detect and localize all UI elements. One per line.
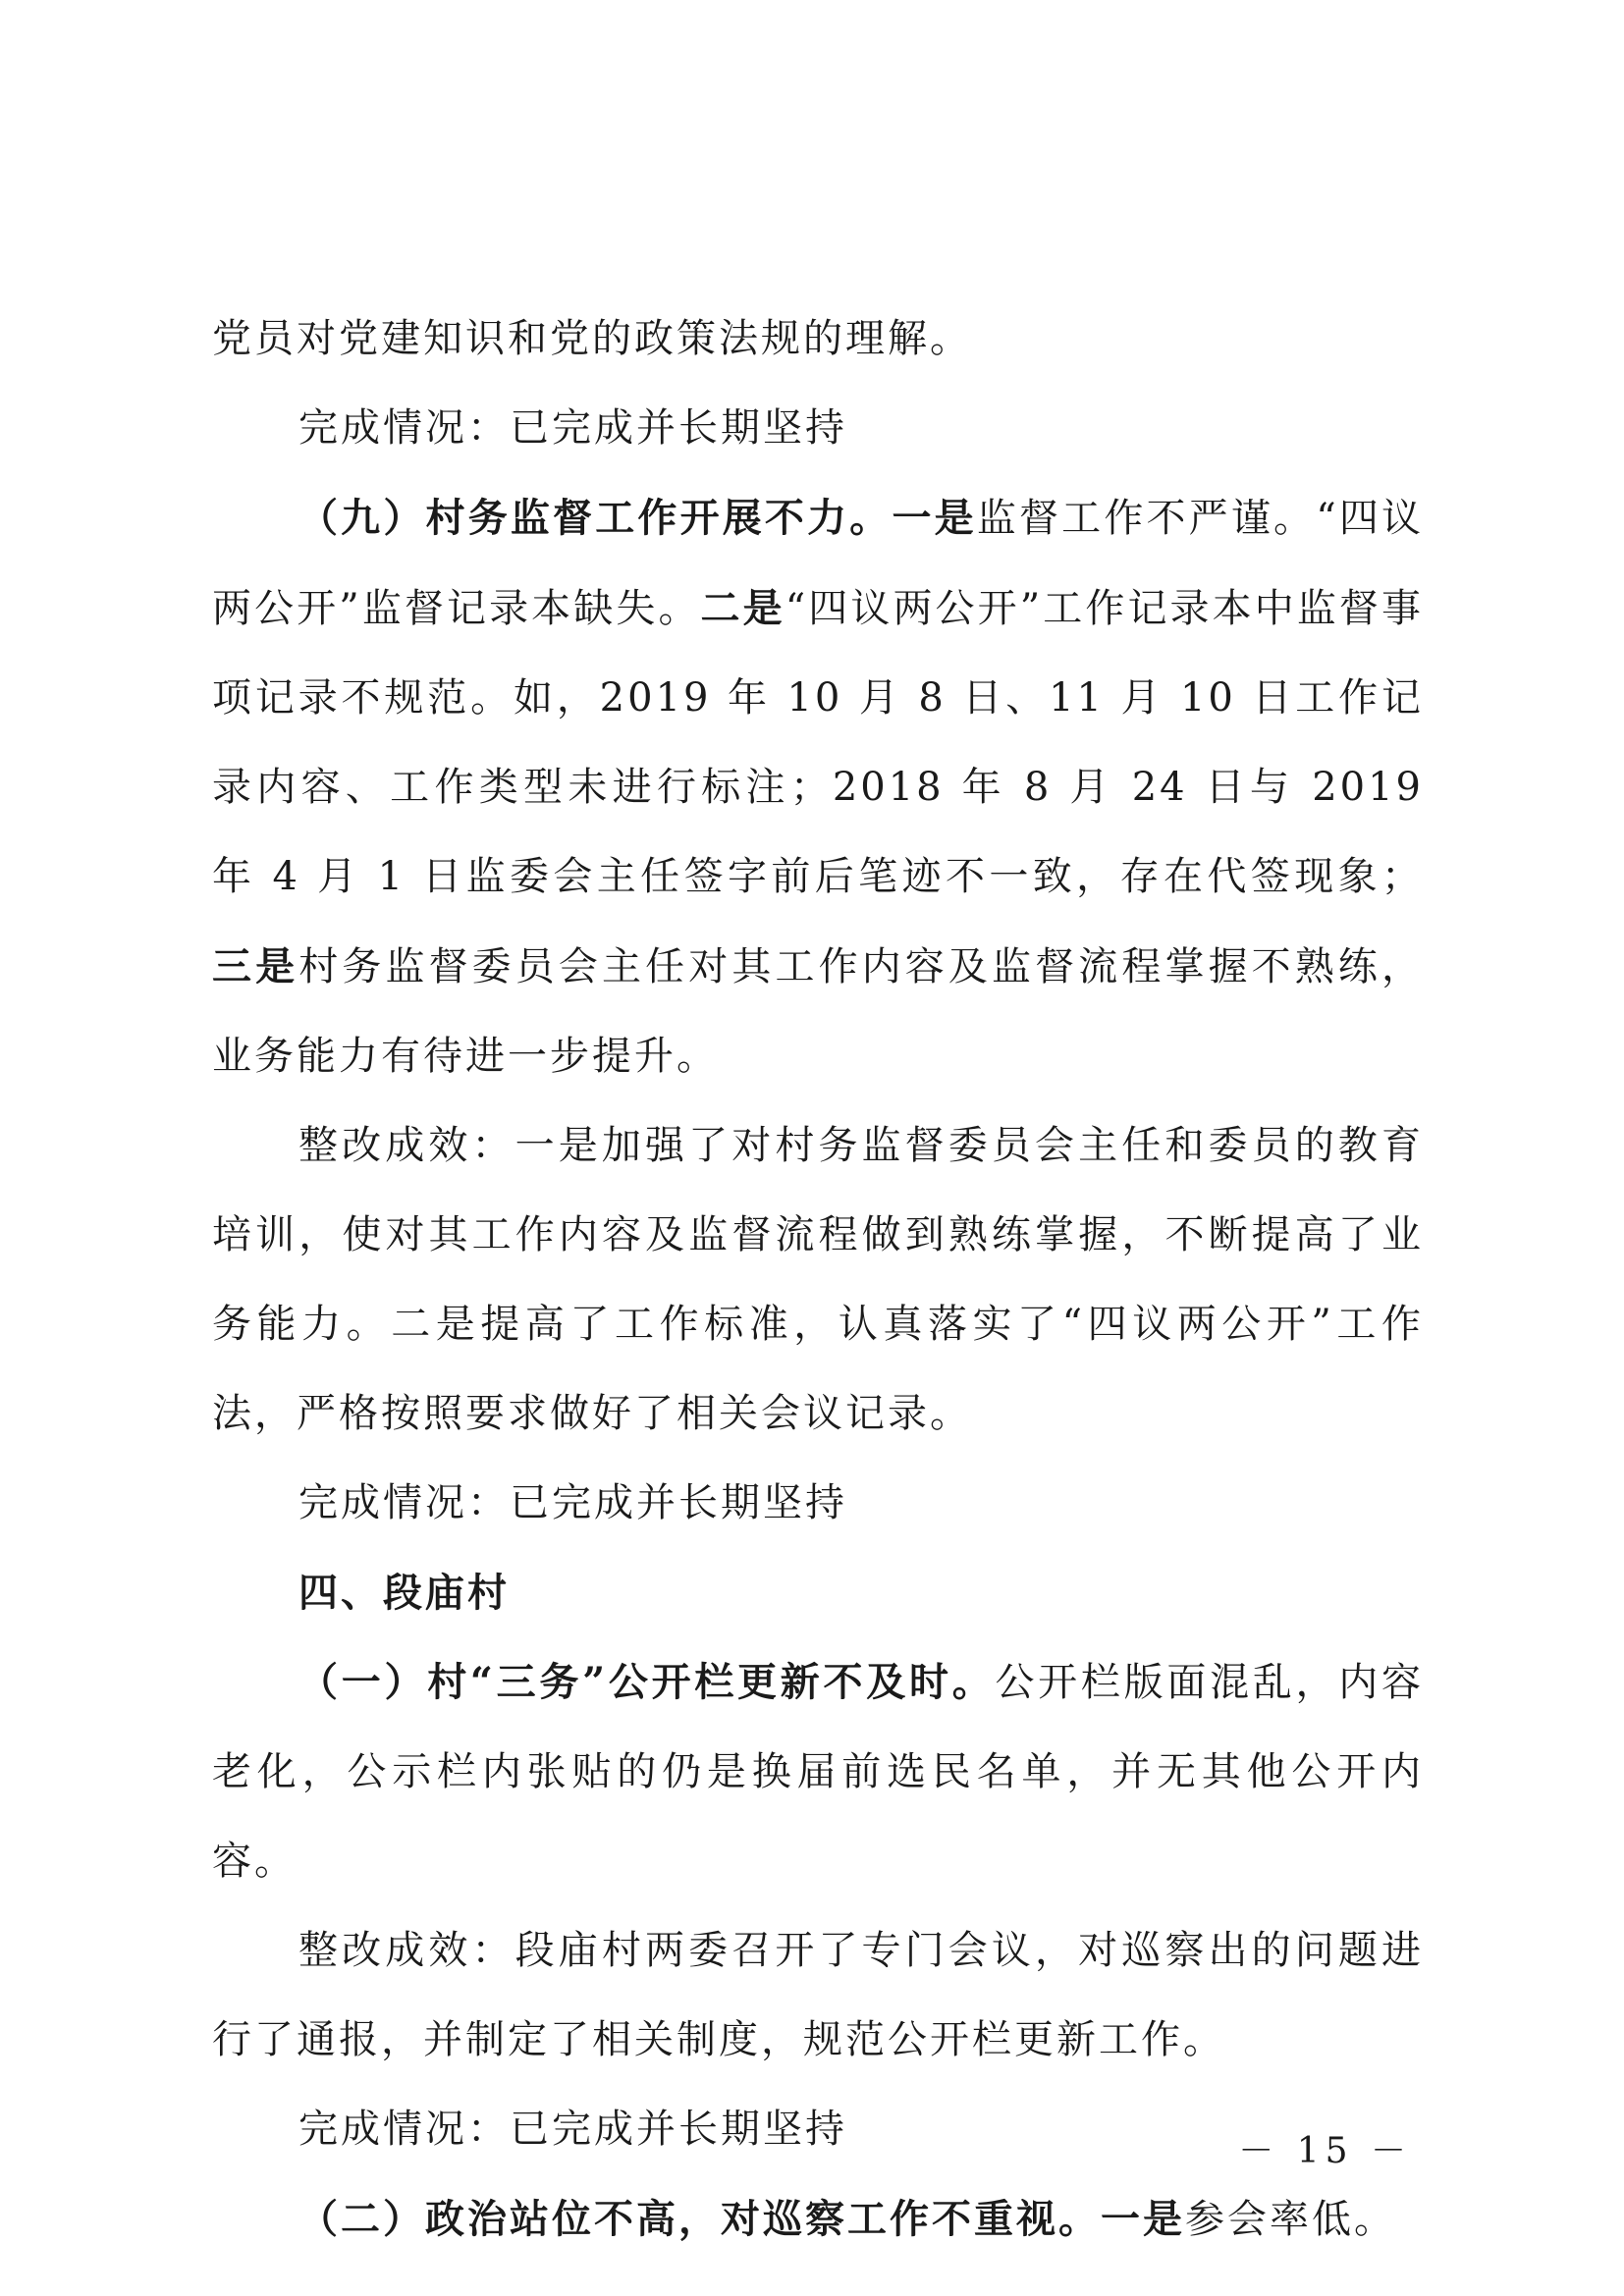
paragraph-text: 完成情况：已完成并长期坚持 (298, 2107, 847, 2152)
paragraph-text: 整改成效：一是加强了对村务监督委员会主任和委员的教育培训，使对其工作内容及监督流程做到熟练掌握，不断提高了业务能力。二是提高了工作标准，认真落实了“四议两公开”工作法，严格按照要求做好了相关会议记录。 (212, 1123, 1424, 1436)
point-text: 村务监督委员会主任对其工作内容及监督流程掌握不熟练，业务能力有待进一步提升。 (212, 944, 1425, 1079)
section-title: 四、段庙村 (298, 1570, 510, 1616)
issue-heading: （一）村“三务”公开栏更新不及时。 (298, 1659, 996, 1705)
point-lead: 一是 (892, 495, 977, 541)
document-body (212, 294, 1424, 2265)
point-lead: 二是 (700, 585, 785, 631)
point-text: 公开栏版面混乱，内容老化，公示栏内张贴的仍是换届前选民名单，并无其他公开内容。 (212, 1660, 1425, 1884)
point-text: “四议两公开”工作记录本中监督事项记录不规范。如，2019 年 10 月 8 日、11 月 10 日工作记录内容、工作类型未进行标注；2018 年 8 月 24 日与 2019 年 4 月 1 日监委会主任签字前后笔迹不一致，存在代签现象； (212, 586, 1424, 899)
completion-status (212, 384, 1424, 473)
paragraph-text: 党员对党建知识和党的政策法规的理解。 (212, 316, 972, 361)
rectification-result (212, 1906, 1424, 2085)
page-number: － 15 － (1238, 2131, 1412, 2171)
completion-status (212, 1459, 1424, 1548)
rectification-result (212, 1101, 1424, 1459)
section-heading (212, 1548, 1424, 1637)
paragraph-text: 完成情况：已完成并长期坚持 (298, 1480, 847, 1525)
point-lead: 一是 (1101, 2196, 1185, 2242)
issue-paragraph-2 (212, 2174, 1424, 2265)
issue-paragraph-9 (212, 473, 1424, 1101)
issue-heading: （九）村务监督工作开展不力。 (298, 495, 893, 541)
issue-paragraph-1 (212, 1637, 1424, 1906)
point-text: 参会率低。 (1185, 2197, 1396, 2242)
paragraph-continuation (212, 294, 1424, 384)
paragraph-text: 完成情况：已完成并长期坚持 (298, 405, 847, 451)
issue-heading: （二）政治站位不高，对巡察工作不重视。 (298, 2196, 1101, 2242)
point-text: 监督工作不严谨。“四议两公开”监督记录本缺失。 (212, 496, 1425, 631)
point-lead: 三是 (212, 943, 299, 989)
paragraph-text: 整改成效：段庙村两委召开了专门会议，对巡察出的问题进行了通报，并制定了相关制度，规范公开栏更新工作。 (212, 1928, 1424, 2062)
